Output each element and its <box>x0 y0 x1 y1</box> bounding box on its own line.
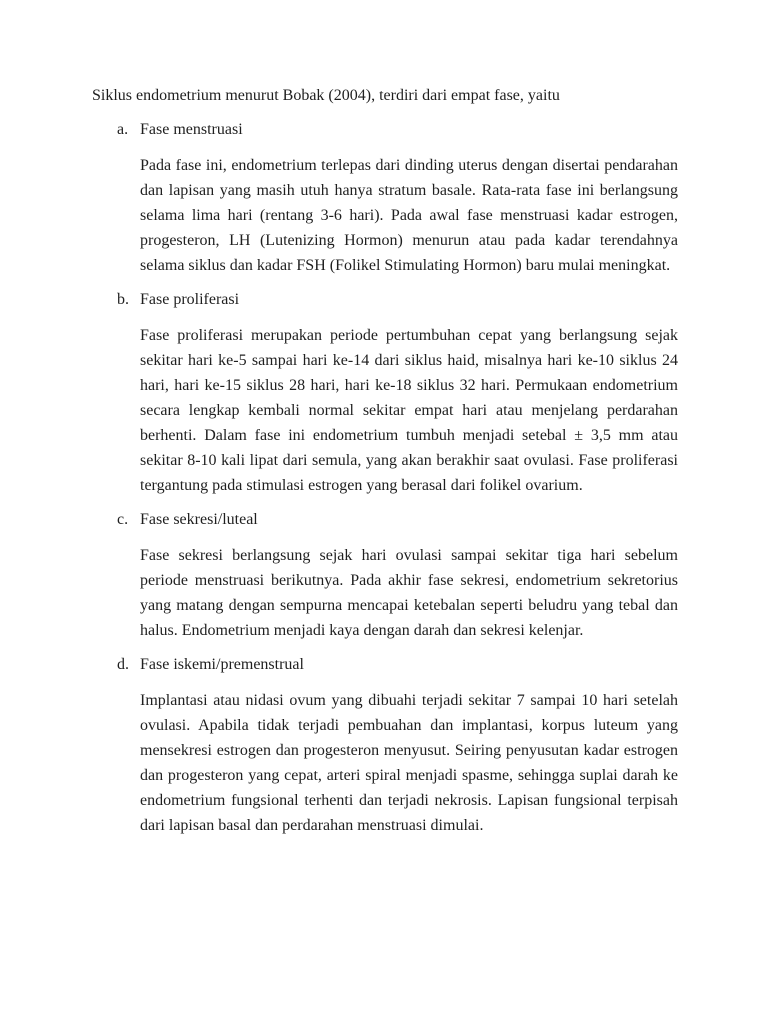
phase-paragraph: Implantasi atau nidasi ovum yang dibuahi terjadi sekitar 7 sampai 10 hari setelah ovulasi. Apabila tidak terjadi pembuahan dan implantasi, korpus luteum yang mensekresi estrogen dan progesteron menyusut. Seiring penyusutan kadar estrogen dan progesteron yang cepat, arteri spiral menjadi spasme, sehingga suplai darah ke endometrium fungsional terhenti dan terjadi nekrosis. Lapisan fungsional terpisah dari lapisan basal dan perdarahan menstruasi dimulai. <box>140 692 678 834</box>
phase-title: Fase proliferasi <box>140 291 240 308</box>
phase-heading <box>117 507 678 532</box>
phase-section <box>92 507 678 643</box>
phase-heading <box>117 117 678 142</box>
phase-heading <box>117 652 678 677</box>
phase-title: Fase sekresi/luteal <box>140 511 258 528</box>
phase-title: Fase iskemi/premenstrual <box>140 656 304 673</box>
phase-label: c. <box>117 511 129 528</box>
document-title: Siklus endometrium menurut Bobak (2004), terdiri dari empat fase, yaitu <box>92 87 560 104</box>
phase-paragraph: Fase proliferasi merupakan periode pertumbuhan cepat yang berlangsung sejak sekitar hari ke-5 sampai hari ke-14 dari siklus haid, misalnya hari ke-10 siklus 24 hari, hari ke-15 siklus 28 hari, hari ke-18 siklus 32 hari. Permukaan endometrium secara lengkap kembali normal sekitar empat hari atau menjelang perdarahan berhenti. Dalam fase ini endometrium tumbuh menjadi setebal ± 3,5 mm atau sekitar 8-10 kali lipat dari semula, yang akan berakhir saat ovulasi. Fase proliferasi tergantung pada stimulasi estrogen yang berasal dari folikel ovarium. <box>140 327 678 494</box>
phase-label: a. <box>117 121 129 138</box>
phase-paragraph: Fase sekresi berlangsung sejak hari ovulasi sampai sekitar tiga hari sebelum periode menstruasi berikutnya. Pada akhir fase sekresi, endometrium sekretorius yang matang dengan sempurna mencapai ketebalan seperti beludru yang tebal dan halus. Endometrium menjadi kaya dengan darah dan sekresi kelenjar. <box>140 547 678 639</box>
phase-label: b. <box>117 291 129 308</box>
phase-heading <box>117 287 678 312</box>
phase-section <box>92 652 678 838</box>
phase-title: Fase menstruasi <box>140 121 243 138</box>
phase-paragraph: Pada fase ini, endometrium terlepas dari dinding uterus dengan disertai pendarahan dan lapisan yang masih utuh hanya stratum basale. Rata-rata fase ini berlangsung selama lima hari (rentang 3-6 hari). Pada awal fase menstruasi kadar estrogen, progesteron, LH (Lutenizing Hormon) menurun atau pada kadar terendahnya selama siklus dan kadar FSH (Folikel Stimulating Hormon) baru mulai meningkat. <box>140 157 678 274</box>
phase-section <box>92 117 678 278</box>
phase-label: d. <box>117 656 129 673</box>
phase-list <box>92 117 678 838</box>
phase-section <box>92 287 678 498</box>
